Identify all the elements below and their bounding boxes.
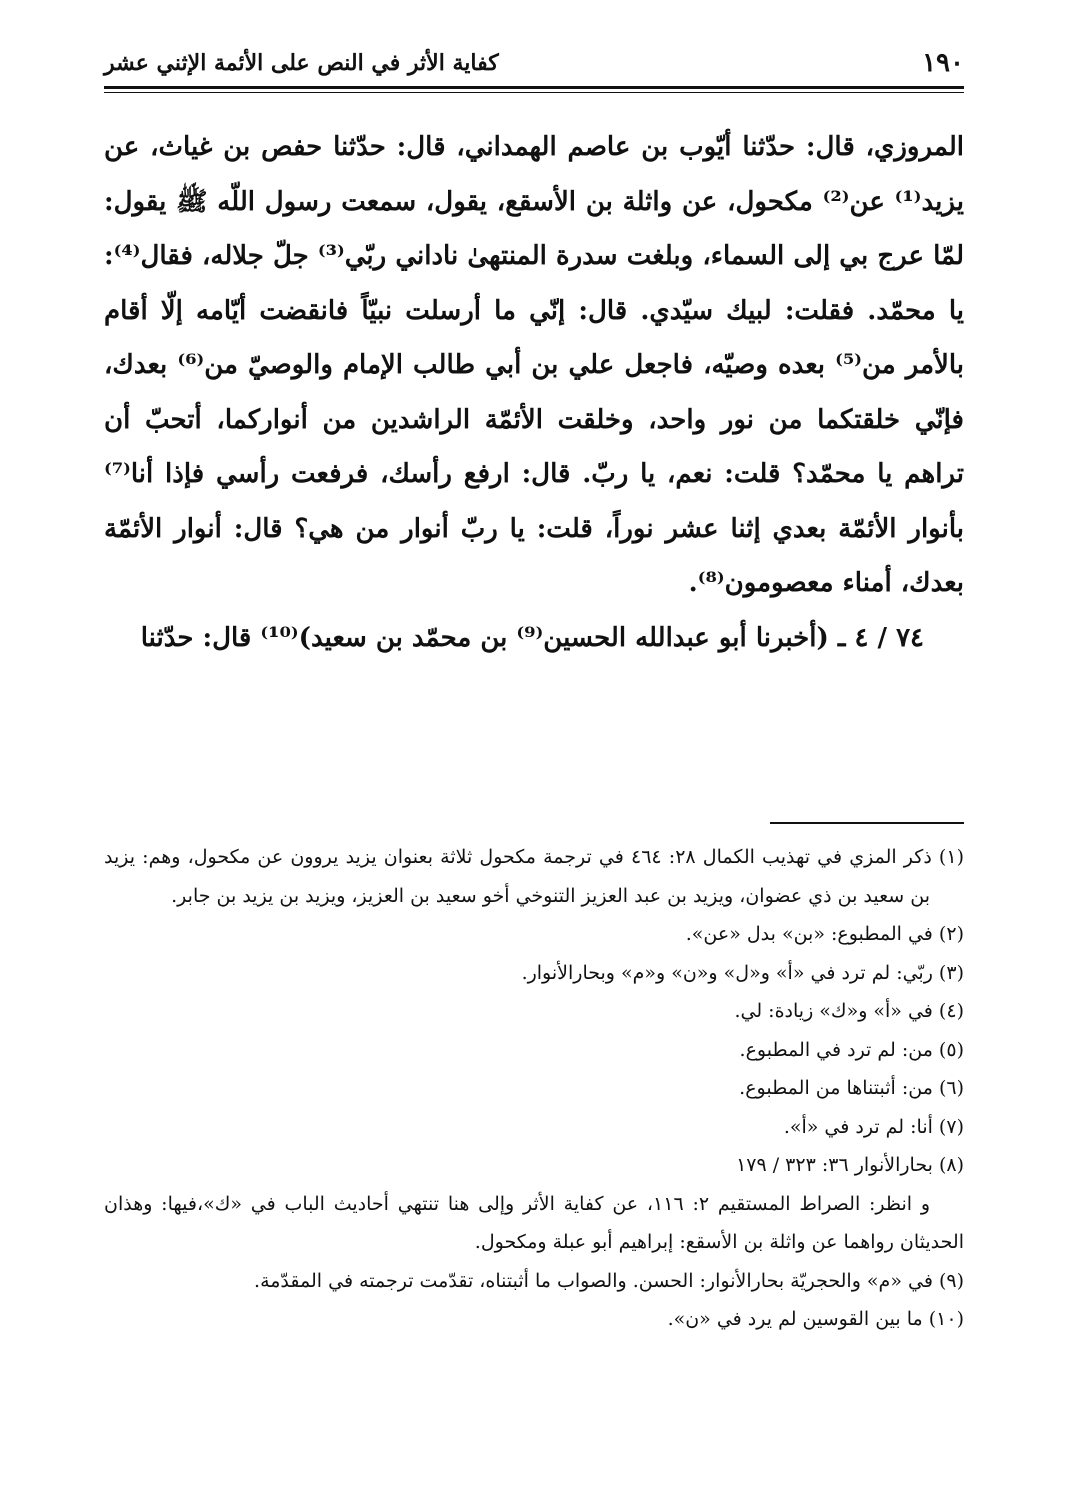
footnotes-section	[104, 838, 964, 1339]
page-number: ١٩٠	[922, 48, 964, 78]
footnote-7: (٧) أنا: لم ترد في «أ».	[783, 1115, 964, 1138]
running-title: كفاية الأثر في النص على الأئمة الإثني عشر	[104, 50, 499, 76]
header-rule	[104, 86, 964, 89]
footnote-5: (٥) من: لم ترد في المطبوع.	[739, 1038, 964, 1061]
footnote-divider	[770, 822, 964, 824]
footnote-2: (٢) في المطبوع: «بن» بدل «عن».	[685, 923, 964, 945]
footnote-3: (٣) ربّي: لم ترد في «أ» و«ل» و«ن» و«م» وبحارالأنوار.	[521, 961, 964, 984]
paragraph-hadith-74: ٧٤ / ٤ ـ (أخبرنا أبو عبدالله الحسين⁽⁹⁾ بن محمّد بن سعيد)⁽¹⁰⁾ قال: حدّثنا	[140, 622, 924, 653]
footnote-9: (٩) في «م» والحجريّة بحارالأنوار: الحسن. والصواب ما أثبتناه، تقدّمت ترجمته في المقدّمة.	[254, 1269, 964, 1292]
footnote-1: (١) ذكر المزي في تهذيب الكمال ٢٨: ٤٦٤ في ترجمة مكحول ثلاثة بعنوان يزيد يروون عن مكحول، وهم: يزيد بن سعيد بن ذي عضوان، ويزيد بن عبد العزيز التنوخي أخو سعيد بن العزيز، ويزيد بن يزيد بن جابر.	[104, 846, 964, 907]
page-header	[104, 48, 964, 84]
footnote-8-continuation: و انظر: الصراط المستقيم ٢: ١١٦، عن كفاية الأثر وإلى هنا تنتهي أحاديث الباب في «ك»،فيها: وهذان الحديثان رواهما عن واثلة بن الأسقع: إبراهيم أبو عبلة ومكحول.	[104, 1192, 964, 1253]
footnote-4: (٤) في «أ» و«ك» زيادة: لي.	[734, 1000, 964, 1022]
main-text	[104, 120, 964, 665]
paragraph-narration: المروزي، قال: حدّثنا أيّوب بن عاصم الهمداني، قال: حدّثنا حفص بن غياث، عن يزيد⁽¹⁾ عن⁽²⁾ مكحول، عن واثلة بن الأسقع، يقول، سمعت رسول اللّه ﷺ يقول: لمّا عرج بي إلى السماء، وبلغت سدرة المنتهىٰ ناداني ربّي⁽³⁾ جلّ جلاله، فقال⁽⁴⁾: يا محمّد. فقلت: لبيك سيّدي. قال: إنّي ما أرسلت نبيّاً فانقضت أيّامه إلّا أقام بالأمر من⁽⁵⁾ بعده وصيّه، فاجعل علي بن أبي طالب الإمام والوصيّ من⁽⁶⁾ بعدك، فإنّي خلقتكما من نور واحد، وخلقت الأئمّة الراشدين من أنواركما، أتحبّ أن تراهم يا محمّد؟ قلت: نعم، يا ربّ. قال: ارفع رأسك، فرفعت رأسي فإذا أنا⁽⁷⁾ بأنوار الأئمّة بعدي إثنا عشر نوراً، قلت: يا ربّ أنوار من هي؟ قال: أنوار الأئمّة بعدك، أمناء معصومون⁽⁸⁾.	[104, 132, 965, 598]
footnote-6: (٦) من: أثبتناها من المطبوع.	[739, 1077, 964, 1099]
footnote-10: (١٠) ما بين القوسين لم يرد في «ن».	[667, 1308, 964, 1330]
footnote-8: (٨) بحارالأنوار ٣٦: ٣٢٣ / ١٧٩	[736, 1154, 964, 1176]
header-rule-thin	[104, 92, 964, 93]
